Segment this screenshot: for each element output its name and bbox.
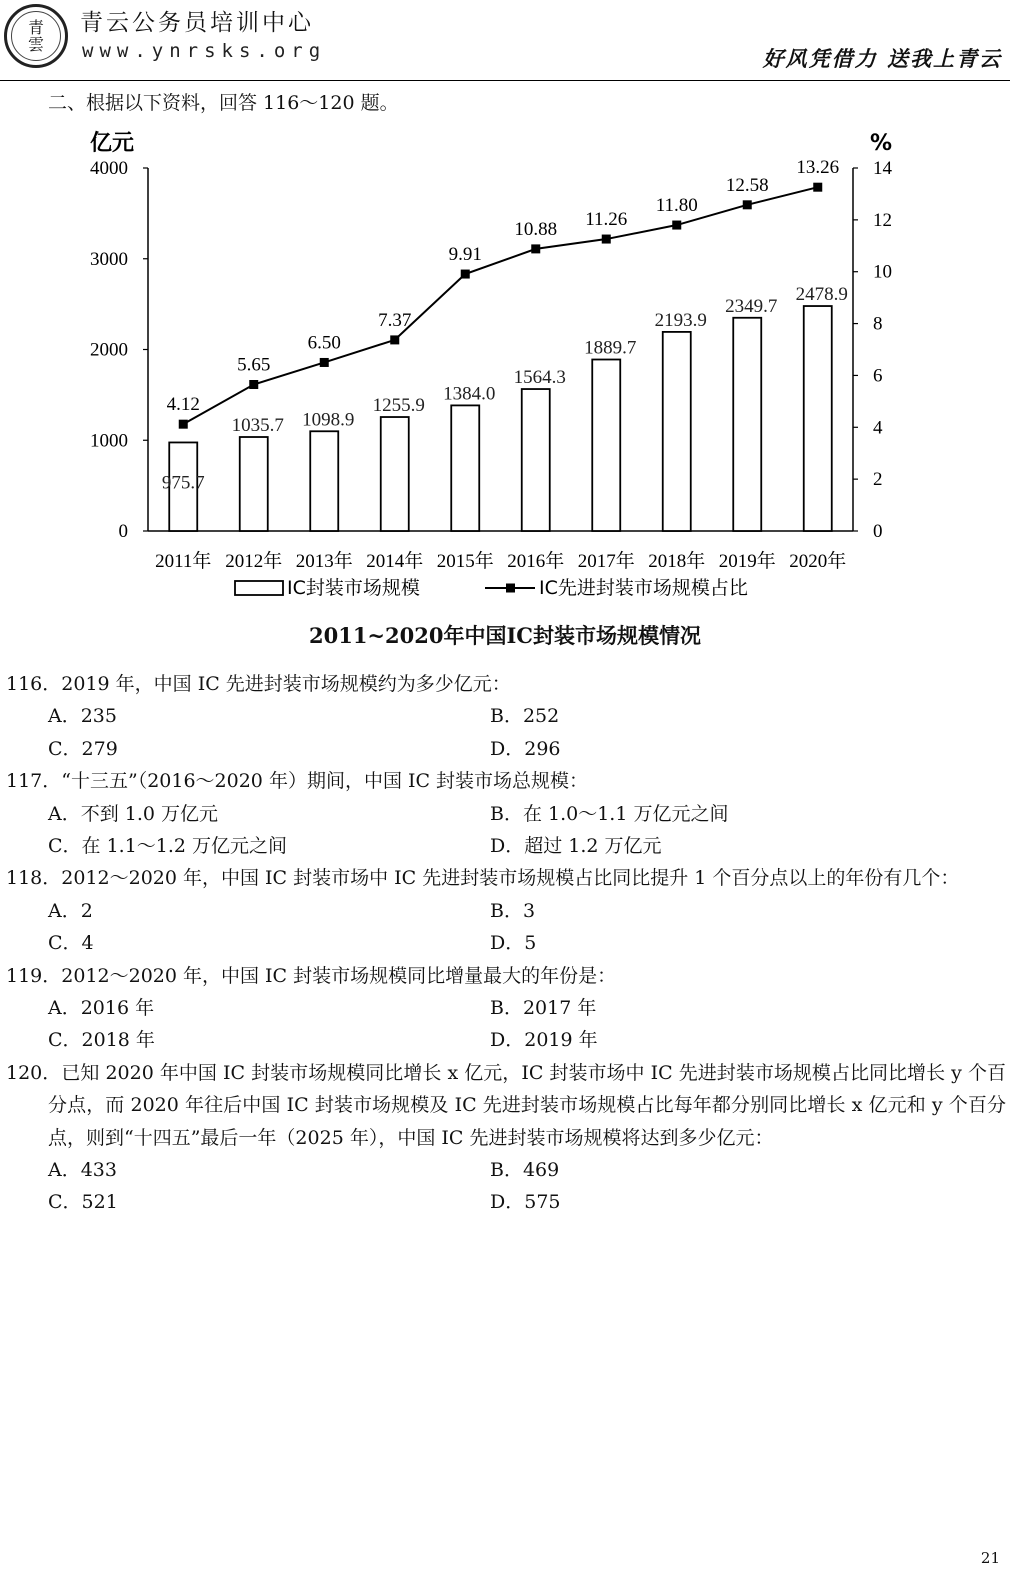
line-point	[672, 221, 681, 230]
answer-option: A．不到 1.0 万亿元	[48, 802, 219, 825]
question-text: 已知 2020 年中国 IC 封装市场规模同比增长 x 亿元，IC 封装市场中 IC 先进封装市场规模占比同比增长 y 个百分点，而 2020 年往后中国 IC 封装市场规模及 IC 先进封装市场规模占比每年都分别同比增长 x 亿元和 y 个百分点，则到“十四五”最后一年（2025 年），中国 IC 先进封装市场规模将达到多少亿元：	[48, 1061, 1007, 1149]
x-tick-label: 2016年	[507, 551, 565, 572]
answer-option: D．296	[490, 737, 561, 760]
question-stem	[0, 862, 1010, 894]
series-line	[183, 187, 818, 424]
y-axis-unit-right: %	[870, 131, 893, 156]
question-stem	[0, 960, 1010, 992]
line-value-label: 13.26	[796, 157, 840, 179]
option-row	[0, 1186, 1010, 1218]
bar	[451, 405, 479, 531]
option-row	[0, 1024, 1010, 1056]
bar	[381, 417, 409, 531]
bar	[733, 318, 761, 531]
answer-option: A．433	[48, 1158, 117, 1181]
question-text: “十三五”（2016～2020 年）期间，中国 IC 封装市场总规模：	[61, 770, 589, 793]
line-value-label: 12.58	[725, 174, 769, 196]
bar-value-label: 1255.9	[372, 395, 425, 417]
y-tick-label-left: 2000	[90, 339, 128, 361]
bar-value-label: 1564.3	[513, 367, 566, 389]
line-value-label: 6.50	[307, 332, 341, 354]
x-tick-label: 2020年	[789, 551, 847, 572]
answer-option: D．超过 1.2 万亿元	[490, 834, 662, 857]
line-value-label: 11.80	[655, 195, 698, 217]
y-tick-label-right: 2	[873, 469, 883, 491]
x-tick-label: 2018年	[648, 551, 706, 572]
bar	[240, 437, 268, 531]
answer-option: B．2017 年	[490, 996, 597, 1019]
bar-value-label: 2193.9	[654, 309, 707, 331]
answer-option: C．在 1.1～1.2 万亿元之间	[48, 834, 288, 857]
y-tick-label-left: 4000	[90, 158, 128, 179]
legend-line-label: IC先进封装市场规模占比	[539, 577, 748, 599]
line-value-label: 7.37	[378, 309, 412, 331]
y-tick-label-right: 12	[873, 209, 892, 231]
bar-value-label: 1035.7	[231, 415, 284, 437]
answer-option: C．279	[48, 737, 118, 760]
question-number: 119．	[6, 964, 62, 987]
question-117	[0, 765, 1010, 862]
bar	[804, 306, 832, 531]
question-stem	[0, 765, 1010, 797]
bar	[310, 431, 338, 531]
question-116	[0, 668, 1010, 765]
bar-value-label: 1889.7	[584, 337, 637, 359]
line-point	[179, 420, 188, 429]
x-tick-label: 2012年	[225, 551, 283, 572]
y-tick-label-left: 0	[118, 521, 128, 542]
y-axis-unit-left: 亿元	[90, 131, 135, 156]
y-tick-label-left: 3000	[90, 248, 128, 270]
line-point	[813, 183, 822, 192]
option-row	[0, 1154, 1010, 1186]
page-header	[0, 0, 1010, 80]
y-tick-label-left: 1000	[90, 430, 128, 452]
answer-option: B．469	[490, 1158, 560, 1181]
answer-option: D．2019 年	[490, 1029, 598, 1052]
x-tick-label: 2011年	[155, 551, 212, 572]
answer-option: B．252	[490, 705, 560, 728]
line-point	[320, 358, 329, 367]
line-value-label: 9.91	[448, 244, 482, 266]
question-120	[0, 1057, 1010, 1219]
answer-option: D．575	[490, 1191, 561, 1214]
answer-option: C．2018 年	[48, 1029, 155, 1052]
bar	[522, 389, 550, 531]
x-tick-label: 2014年	[366, 551, 424, 572]
question-text: 2012～2020 年，中国 IC 封装市场规模同比增量最大的年份是：	[61, 964, 617, 987]
seal-char-top: 青	[27, 18, 44, 37]
chart	[80, 120, 893, 610]
question-number: 118．	[6, 867, 62, 890]
answer-option: A．235	[48, 705, 117, 728]
page-number: 21	[980, 1549, 1000, 1567]
line-value-label: 10.88	[514, 218, 558, 240]
line-value-label: 11.26	[585, 209, 628, 231]
question-number: 116．	[6, 673, 62, 695]
x-tick-label: 2015年	[436, 551, 494, 572]
y-tick-label-right: 6	[873, 365, 883, 387]
question-119	[0, 960, 1010, 1057]
option-row	[0, 830, 1010, 862]
line-point	[249, 380, 258, 389]
logo-seal	[4, 4, 68, 68]
bar-value-label: 2349.7	[725, 295, 778, 317]
option-row	[0, 927, 1010, 959]
answer-option: A．2016 年	[48, 996, 155, 1019]
section-intro: 二、根据以下资料，回答 116～120 题。	[48, 92, 399, 114]
bar	[663, 332, 691, 531]
question-text: 2019 年，中国 IC 先进封装市场规模约为多少亿元：	[61, 673, 511, 695]
bar-value-label: 2478.9	[795, 284, 848, 306]
answer-option: B．3	[490, 899, 536, 922]
option-row	[0, 798, 1010, 830]
option-row	[0, 733, 1010, 765]
option-row	[0, 895, 1010, 927]
answer-option: C．521	[48, 1191, 118, 1214]
line-point	[743, 200, 752, 209]
option-row	[0, 992, 1010, 1024]
question-text: 2012～2020 年，中国 IC 封装市场中 IC 先进封装市场规模占比同比提升 1 个百分点以上的年份有几个：	[61, 867, 960, 890]
line-point	[602, 235, 611, 244]
line-point	[461, 270, 470, 279]
question-list	[0, 668, 1010, 1219]
y-tick-label-right: 14	[873, 158, 892, 179]
bar-value-label: 1098.9	[302, 409, 355, 431]
question-stem	[0, 1057, 1010, 1154]
y-tick-label-right: 0	[873, 521, 883, 542]
bar-value-label: 975.7	[161, 472, 205, 494]
seal-char-bottom: 雲	[27, 35, 44, 54]
legend-bar-swatch	[235, 581, 283, 595]
answer-option: D．5	[490, 932, 537, 955]
org-name: 青云公务员培训中心	[80, 10, 314, 36]
bar	[592, 360, 620, 531]
legend-bar-label: IC封装市场规模	[287, 577, 420, 599]
line-point	[531, 244, 540, 253]
legend-line-marker	[506, 584, 515, 593]
answer-option: B．在 1.0～1.1 万亿元之间	[490, 802, 729, 825]
y-tick-label-right: 10	[873, 261, 892, 283]
option-row	[0, 700, 1010, 732]
x-tick-label: 2013年	[295, 551, 353, 572]
question-stem	[0, 668, 1010, 700]
org-url: www.ynrsks.org	[82, 40, 327, 62]
header-divider	[0, 80, 1010, 81]
chart-title: 2011~2020年中国IC封装市场规模情况	[308, 623, 702, 648]
x-tick-label: 2017年	[577, 551, 635, 572]
answer-option: A．2	[48, 899, 93, 922]
y-tick-label-right: 4	[873, 417, 883, 439]
line-value-label: 4.12	[166, 394, 200, 416]
x-tick-label: 2019年	[718, 551, 776, 572]
line-point	[390, 335, 399, 344]
question-118	[0, 862, 1010, 959]
slogan: 好风凭借力 送我上青云	[762, 47, 1002, 71]
answer-option: C．4	[48, 932, 94, 955]
question-number: 117．	[6, 770, 62, 793]
question-number: 120．	[6, 1061, 62, 1084]
bar-value-label: 1384.0	[443, 383, 496, 405]
y-tick-label-right: 8	[873, 313, 883, 335]
line-value-label: 5.65	[237, 354, 271, 376]
